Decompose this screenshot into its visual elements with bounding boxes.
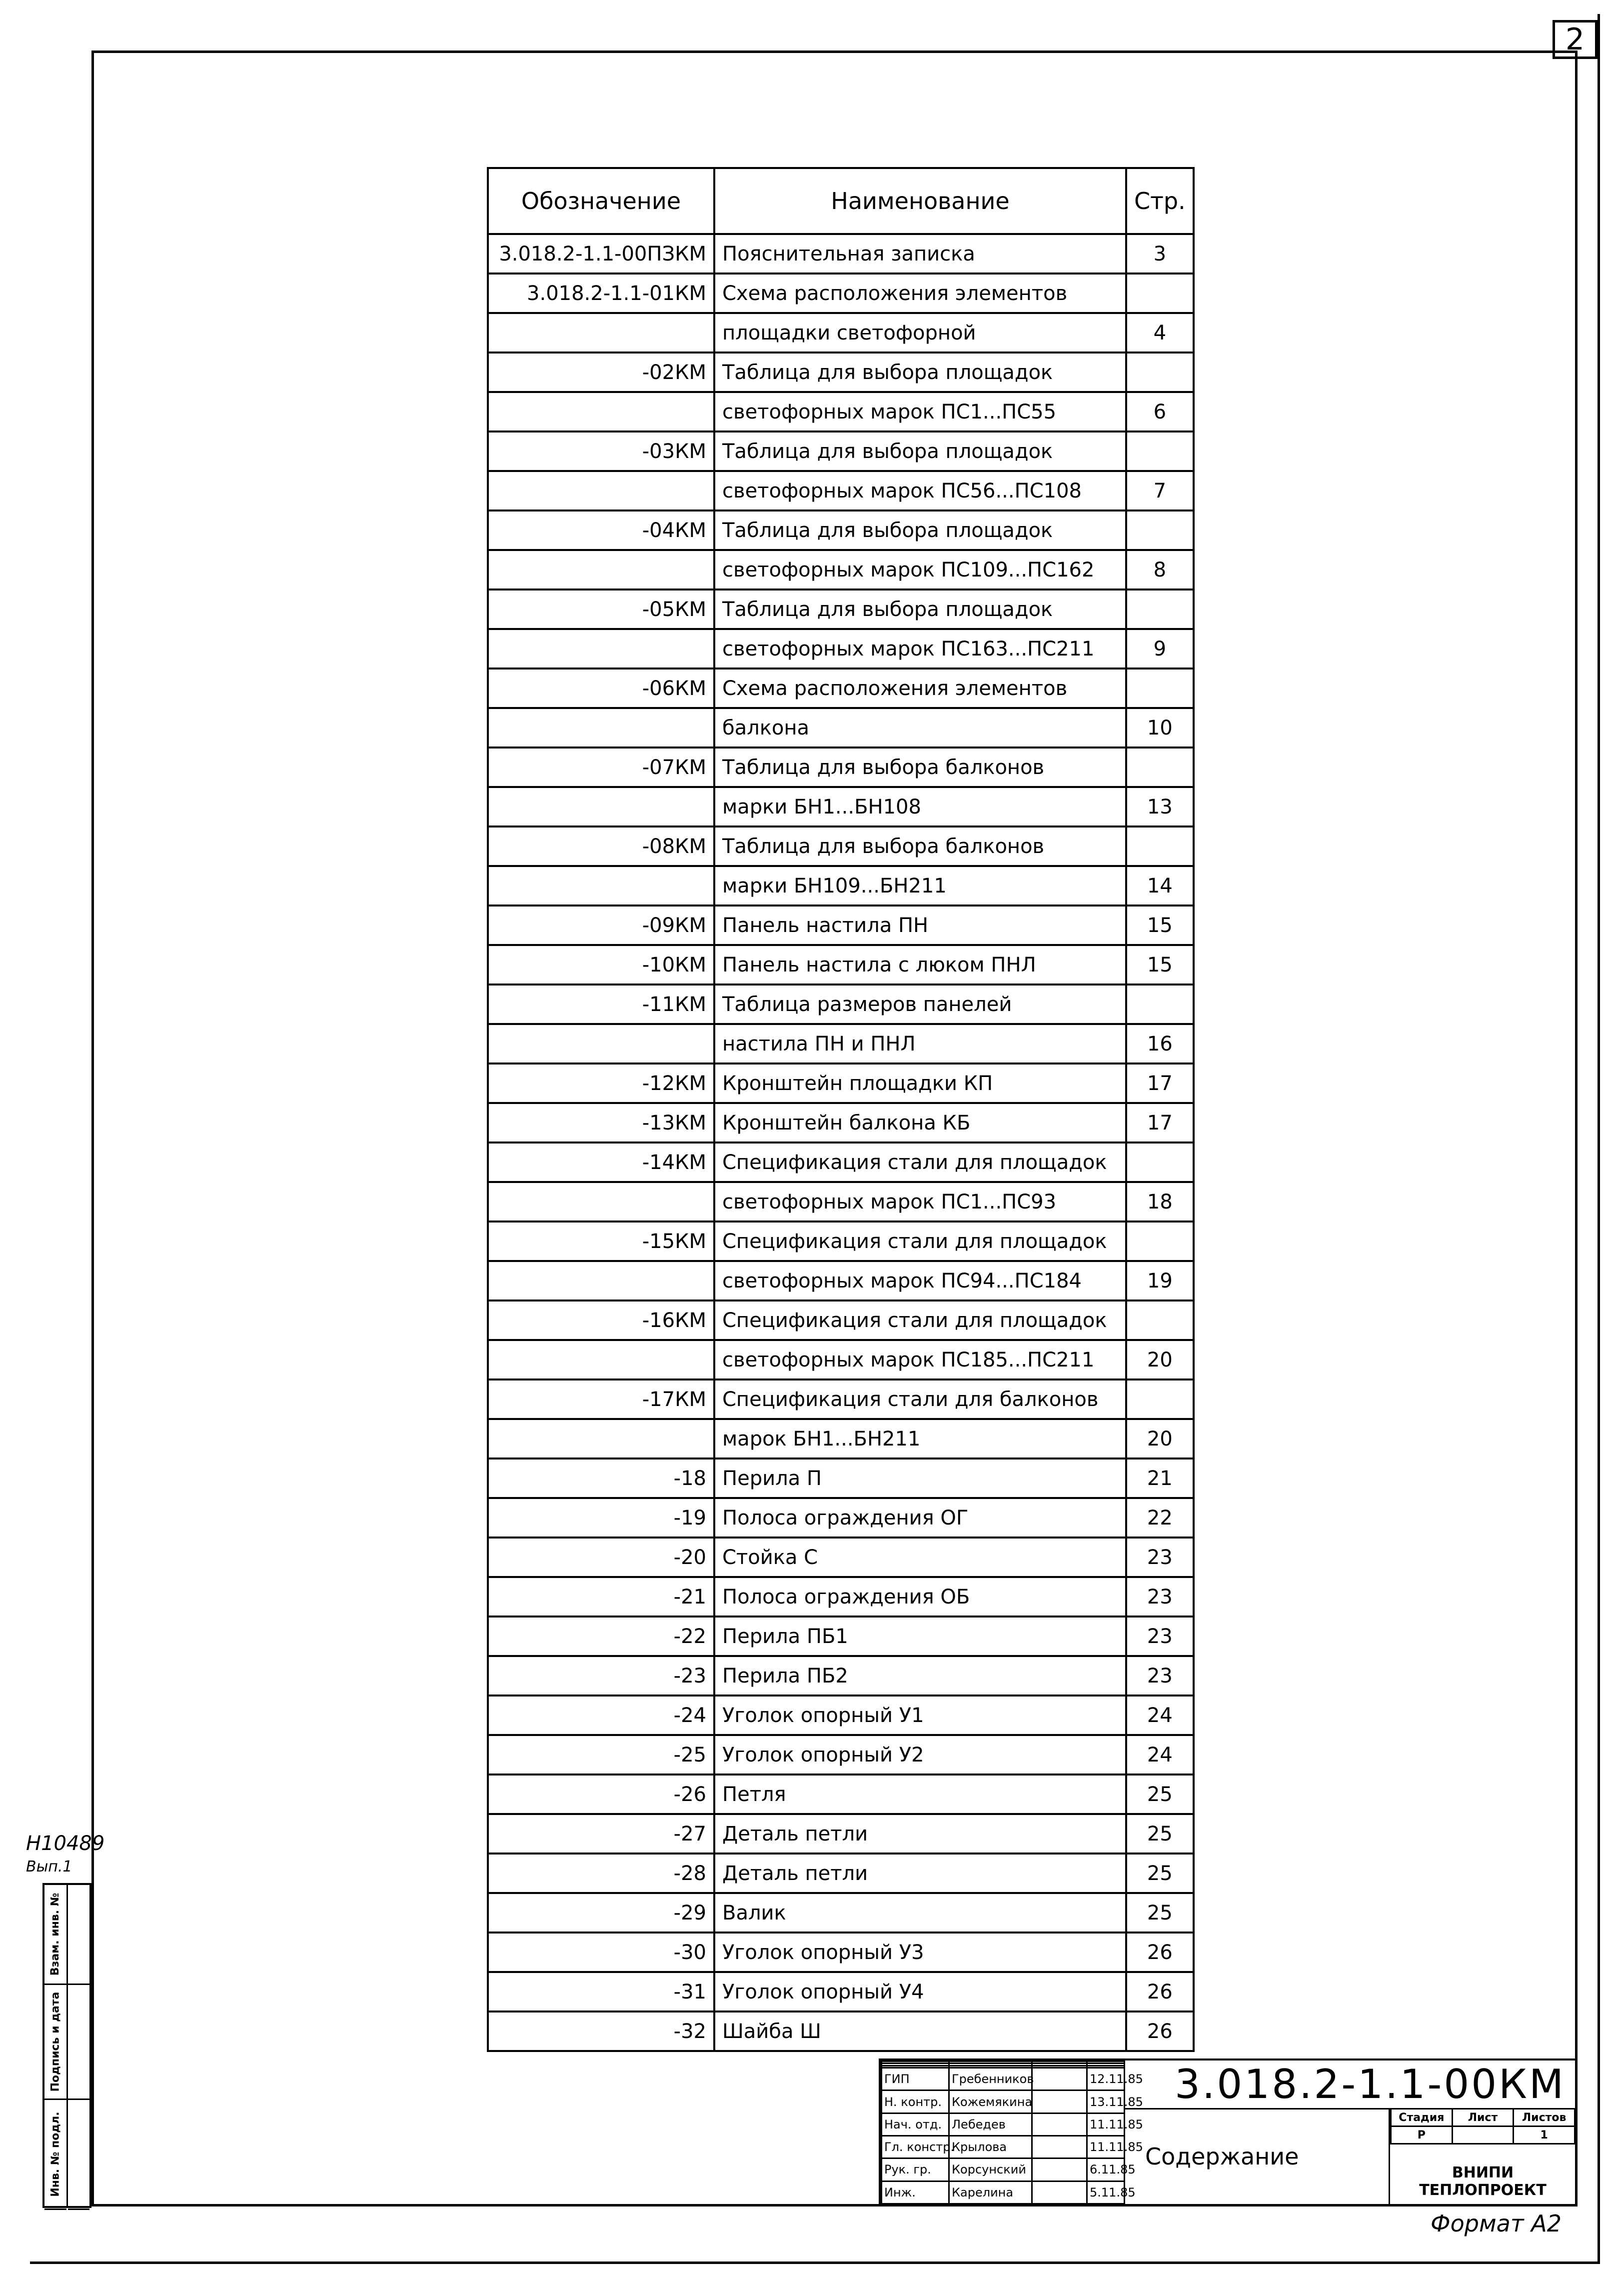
document-code: 3.018.2-1.1-00КМ bbox=[1124, 2060, 1576, 2110]
signature-role: ГИП bbox=[882, 2068, 949, 2090]
row-page: 26 bbox=[1126, 1932, 1194, 1972]
row-name: Деталь петли bbox=[714, 1854, 1126, 1893]
contents-row bbox=[488, 313, 1194, 352]
contents-row bbox=[488, 1932, 1194, 1972]
row-designation bbox=[488, 629, 714, 668]
row-designation bbox=[488, 866, 714, 906]
signature-date: 6.11.85 bbox=[1087, 2158, 1125, 2181]
row-page bbox=[1126, 510, 1194, 550]
strip-value-replacement bbox=[68, 1885, 90, 1985]
row-designation: -04КМ bbox=[488, 510, 714, 550]
row-page: 19 bbox=[1126, 1261, 1194, 1300]
row-designation bbox=[488, 787, 714, 826]
archive-labels bbox=[26, 1832, 104, 1876]
row-page bbox=[1126, 1380, 1194, 1419]
contents-row bbox=[488, 471, 1194, 510]
contents-row bbox=[488, 668, 1194, 708]
row-name: светофорных марок ПС185...ПС211 bbox=[714, 1340, 1126, 1380]
signature-role: Гл. констр. bbox=[882, 2136, 949, 2158]
row-designation: -05КМ bbox=[488, 590, 714, 629]
row-name: Полоса ограждения ОБ bbox=[714, 1577, 1126, 1616]
row-page bbox=[1126, 668, 1194, 708]
signature-row bbox=[882, 2113, 1125, 2136]
row-name: Пояснительная записка bbox=[714, 234, 1126, 274]
row-designation: -14КМ bbox=[488, 1142, 714, 1182]
row-name: площадки светофорной bbox=[714, 313, 1126, 352]
row-page: 23 bbox=[1126, 1538, 1194, 1577]
signature-row bbox=[882, 2136, 1125, 2158]
row-designation: -26 bbox=[488, 1774, 714, 1814]
row-page: 20 bbox=[1126, 1419, 1194, 1458]
signature-mark bbox=[1032, 2136, 1087, 2158]
row-designation bbox=[488, 1261, 714, 1300]
contents-row bbox=[488, 1735, 1194, 1774]
contents-row bbox=[488, 590, 1194, 629]
contents-row bbox=[488, 1064, 1194, 1103]
row-name: светофорных марок ПС1...ПС55 bbox=[714, 392, 1126, 432]
row-page bbox=[1126, 826, 1194, 866]
row-name: Таблица для выбора площадок bbox=[714, 510, 1126, 550]
row-name: балкона bbox=[714, 708, 1126, 748]
row-page: 25 bbox=[1126, 1774, 1194, 1814]
issue-number: Вып.1 bbox=[26, 1858, 72, 1876]
row-designation: -29 bbox=[488, 1893, 714, 1932]
row-designation: -07КМ bbox=[488, 748, 714, 787]
row-name: Петля bbox=[714, 1774, 1126, 1814]
contents-row bbox=[488, 866, 1194, 906]
contents-row bbox=[488, 1300, 1194, 1340]
contents-row bbox=[488, 1182, 1194, 1222]
inventory-number: Н10489 bbox=[26, 1832, 105, 1855]
contents-row bbox=[488, 1024, 1194, 1064]
row-page: 25 bbox=[1126, 1854, 1194, 1893]
row-designation bbox=[488, 313, 714, 352]
row-name: Уголок опорный У1 bbox=[714, 1696, 1126, 1735]
row-page: 18 bbox=[1126, 1182, 1194, 1222]
row-designation bbox=[488, 1024, 714, 1064]
row-designation: -16КМ bbox=[488, 1300, 714, 1340]
signature-mark bbox=[1032, 2113, 1087, 2136]
approval-strip bbox=[42, 1883, 91, 2208]
row-name: Схема расположения элементов bbox=[714, 668, 1126, 708]
signature-date: 11.11.85 bbox=[1087, 2113, 1125, 2136]
row-page bbox=[1126, 1142, 1194, 1182]
contents-row bbox=[488, 787, 1194, 826]
row-page: 16 bbox=[1126, 1024, 1194, 1064]
row-designation: -21 bbox=[488, 1577, 714, 1616]
organization-line-1: ВНИПИ bbox=[1452, 2164, 1514, 2182]
row-designation: -09КМ bbox=[488, 906, 714, 945]
sheet-value bbox=[1452, 2126, 1514, 2144]
row-name: Панель настила ПН bbox=[714, 906, 1126, 945]
row-name: светофорных марок ПС163...ПС211 bbox=[714, 629, 1126, 668]
stage-block bbox=[1389, 2108, 1576, 2204]
signature-date: 12.11.85 bbox=[1087, 2068, 1125, 2090]
row-page: 8 bbox=[1126, 550, 1194, 590]
signature-mark bbox=[1032, 2158, 1087, 2181]
row-page: 3 bbox=[1126, 234, 1194, 274]
row-name: Спецификация стали для балконов bbox=[714, 1380, 1126, 1419]
row-designation: -22 bbox=[488, 1616, 714, 1656]
row-name: светофорных марок ПС94...ПС184 bbox=[714, 1261, 1126, 1300]
signature-role: Инж. bbox=[882, 2181, 949, 2204]
strip-cell-inventory: Инв. № подл. bbox=[44, 2100, 66, 2210]
row-page: 4 bbox=[1126, 313, 1194, 352]
row-designation: -25 bbox=[488, 1735, 714, 1774]
row-name: Уголок опорный У4 bbox=[714, 1972, 1126, 2012]
contents-row bbox=[488, 432, 1194, 471]
row-page: 26 bbox=[1126, 1972, 1194, 2012]
row-page: 24 bbox=[1126, 1735, 1194, 1774]
row-designation: -30 bbox=[488, 1932, 714, 1972]
row-name: Таблица для выбора площадок bbox=[714, 432, 1126, 471]
row-page bbox=[1126, 748, 1194, 787]
row-name: Таблица размеров панелей bbox=[714, 984, 1126, 1024]
row-name: Таблица для выбора площадок bbox=[714, 590, 1126, 629]
approval-strip-labels bbox=[44, 1885, 66, 2206]
contents-row bbox=[488, 906, 1194, 945]
contents-row bbox=[488, 1577, 1194, 1616]
row-designation bbox=[488, 1182, 714, 1222]
row-page: 7 bbox=[1126, 471, 1194, 510]
contents-row bbox=[488, 1814, 1194, 1854]
signature-row bbox=[882, 2181, 1125, 2204]
row-page bbox=[1126, 1300, 1194, 1340]
row-designation: -02КМ bbox=[488, 352, 714, 392]
row-designation: -19 bbox=[488, 1498, 714, 1538]
row-designation: -18 bbox=[488, 1458, 714, 1498]
row-designation: -12КМ bbox=[488, 1064, 714, 1103]
row-page: 9 bbox=[1126, 629, 1194, 668]
row-page bbox=[1126, 352, 1194, 392]
row-page: 20 bbox=[1126, 1340, 1194, 1380]
strip-cell-signature: Подпись и дата bbox=[44, 1985, 66, 2100]
sheets-value: 1 bbox=[1514, 2126, 1575, 2144]
row-designation bbox=[488, 1419, 714, 1458]
contents-row bbox=[488, 510, 1194, 550]
row-name: Уголок опорный У3 bbox=[714, 1932, 1126, 1972]
row-designation bbox=[488, 708, 714, 748]
signature-row bbox=[882, 2068, 1125, 2090]
contents-row bbox=[488, 1142, 1194, 1182]
row-name: Стойка С bbox=[714, 1538, 1126, 1577]
contents-row bbox=[488, 826, 1194, 866]
row-name: Деталь петли bbox=[714, 1814, 1126, 1854]
row-page: 23 bbox=[1126, 1656, 1194, 1696]
row-page: 17 bbox=[1126, 1064, 1194, 1103]
signature-mark bbox=[1032, 2090, 1087, 2113]
stage-value: Р bbox=[1391, 2126, 1453, 2144]
contents-row bbox=[488, 550, 1194, 590]
row-designation: -20 bbox=[488, 1538, 714, 1577]
row-name: Перила ПБ2 bbox=[714, 1656, 1126, 1696]
signature-role: Рук. гр. bbox=[882, 2158, 949, 2181]
signature-block bbox=[881, 2060, 1143, 2204]
signature-date: 11.11.85 bbox=[1087, 2136, 1125, 2158]
row-page bbox=[1126, 274, 1194, 313]
contents-row bbox=[488, 1972, 1194, 2012]
row-designation: -11КМ bbox=[488, 984, 714, 1024]
row-name: Панель настила с люком ПНЛ bbox=[714, 945, 1126, 984]
row-page: 22 bbox=[1126, 1498, 1194, 1538]
strip-value-inventory bbox=[68, 2100, 90, 2210]
row-page: 25 bbox=[1126, 1814, 1194, 1854]
contents-row bbox=[488, 984, 1194, 1024]
stage-header: Стадия bbox=[1391, 2109, 1453, 2126]
contents-row bbox=[488, 1498, 1194, 1538]
row-name: Схема расположения элементов bbox=[714, 274, 1126, 313]
row-designation: -13КМ bbox=[488, 1103, 714, 1142]
signature-name: Корсунский bbox=[949, 2158, 1032, 2181]
row-designation: -28 bbox=[488, 1854, 714, 1893]
signature-name: Кожемякина bbox=[949, 2090, 1032, 2113]
contents-row bbox=[488, 1893, 1194, 1932]
contents-row bbox=[488, 1774, 1194, 1814]
contents-row bbox=[488, 1340, 1194, 1380]
row-page: 14 bbox=[1126, 866, 1194, 906]
contents-table bbox=[487, 167, 1195, 2052]
row-designation: -17КМ bbox=[488, 1380, 714, 1419]
row-designation: -32 bbox=[488, 2012, 714, 2051]
row-page: 15 bbox=[1126, 945, 1194, 984]
designation-header: Обозначение bbox=[488, 168, 714, 234]
row-name: Перила П bbox=[714, 1458, 1126, 1498]
format-label: Формат А2 bbox=[1431, 2210, 1562, 2237]
row-designation: -08КМ bbox=[488, 826, 714, 866]
row-page: 10 bbox=[1126, 708, 1194, 748]
contents-header-row bbox=[488, 168, 1194, 234]
contents-row bbox=[488, 748, 1194, 787]
row-designation: -23 bbox=[488, 1656, 714, 1696]
organization-line-2: ТЕПЛОПРОЕКТ bbox=[1419, 2181, 1547, 2199]
contents-row bbox=[488, 1854, 1194, 1893]
row-designation: -06КМ bbox=[488, 668, 714, 708]
row-name: Полоса ограждения ОГ bbox=[714, 1498, 1126, 1538]
contents-row bbox=[488, 1616, 1194, 1656]
row-name: Валик bbox=[714, 1893, 1126, 1932]
strip-value-signature bbox=[68, 1985, 90, 2100]
row-page bbox=[1126, 590, 1194, 629]
row-name: Таблица для выбора площадок bbox=[714, 352, 1126, 392]
row-page bbox=[1126, 1222, 1194, 1261]
row-page bbox=[1126, 432, 1194, 471]
row-name: марок БН1...БН211 bbox=[714, 1419, 1126, 1458]
signature-mark bbox=[1032, 2181, 1087, 2204]
row-designation: -03КМ bbox=[488, 432, 714, 471]
sheet-header: Лист bbox=[1452, 2109, 1514, 2126]
signature-mark bbox=[1032, 2068, 1087, 2090]
row-name: Таблица для выбора балконов bbox=[714, 748, 1126, 787]
row-name: светофорных марок ПС109...ПС162 bbox=[714, 550, 1126, 590]
signature-role: Нач. отд. bbox=[882, 2113, 949, 2136]
row-designation: -15КМ bbox=[488, 1222, 714, 1261]
signature-role: Н. контр. bbox=[882, 2090, 949, 2113]
row-name: светофорных марок ПС56...ПС108 bbox=[714, 471, 1126, 510]
strip-cell-replacement: Взам. инв. № bbox=[44, 1885, 66, 1985]
row-name: Спецификация стали для площадок bbox=[714, 1300, 1126, 1340]
title-block bbox=[879, 2058, 1578, 2206]
row-page: 15 bbox=[1126, 906, 1194, 945]
outer-border-bottom bbox=[30, 2262, 1600, 2264]
row-page: 24 bbox=[1126, 1696, 1194, 1735]
row-designation bbox=[488, 471, 714, 510]
row-designation: 3.018.2-1.1-00ПЗКМ bbox=[488, 234, 714, 274]
contents-row bbox=[488, 1103, 1194, 1142]
contents-row bbox=[488, 1222, 1194, 1261]
contents-row bbox=[488, 352, 1194, 392]
row-page: 26 bbox=[1126, 2012, 1194, 2051]
contents-row bbox=[488, 392, 1194, 432]
signature-name: Лебедев bbox=[949, 2113, 1032, 2136]
signature-name: Карелина bbox=[949, 2181, 1032, 2204]
signature-row bbox=[882, 2158, 1125, 2181]
row-name: Таблица для выбора балконов bbox=[714, 826, 1126, 866]
sheet-number: 2 bbox=[1553, 20, 1598, 59]
outer-border-right bbox=[1598, 14, 1600, 2264]
row-name: Спецификация стали для площадок bbox=[714, 1222, 1126, 1261]
contents-row bbox=[488, 1380, 1194, 1419]
name-header: Наименование bbox=[714, 168, 1126, 234]
signature-row bbox=[882, 2090, 1125, 2113]
contents-row bbox=[488, 629, 1194, 668]
contents-row bbox=[488, 1538, 1194, 1577]
contents-row bbox=[488, 1261, 1194, 1300]
contents-row bbox=[488, 234, 1194, 274]
row-page: 21 bbox=[1126, 1458, 1194, 1498]
row-page: 23 bbox=[1126, 1616, 1194, 1656]
page-header: Стр. bbox=[1126, 168, 1194, 234]
signature-date: 5.11.85 bbox=[1087, 2181, 1125, 2204]
row-name: Шайба Ш bbox=[714, 2012, 1126, 2051]
row-name: Кронштейн площадки КП bbox=[714, 1064, 1126, 1103]
contents-row bbox=[488, 1696, 1194, 1735]
row-designation: -31 bbox=[488, 1972, 714, 2012]
signature-date: 13.11.85 bbox=[1087, 2090, 1125, 2113]
signature-name: Гребенников bbox=[949, 2068, 1032, 2090]
row-name: Кронштейн балкона КБ bbox=[714, 1103, 1126, 1142]
contents-row bbox=[488, 708, 1194, 748]
row-designation bbox=[488, 1340, 714, 1380]
row-designation bbox=[488, 392, 714, 432]
row-designation: -24 bbox=[488, 1696, 714, 1735]
row-name: настила ПН и ПНЛ bbox=[714, 1024, 1126, 1064]
row-page: 23 bbox=[1126, 1577, 1194, 1616]
sheets-header: Листов bbox=[1514, 2109, 1575, 2126]
row-designation bbox=[488, 550, 714, 590]
row-name: марки БН109...БН211 bbox=[714, 866, 1126, 906]
document-title: Содержание bbox=[1124, 2108, 1281, 2204]
row-name: Уголок опорный У2 bbox=[714, 1735, 1126, 1774]
row-page: 6 bbox=[1126, 392, 1194, 432]
row-designation: -27 bbox=[488, 1814, 714, 1854]
row-name: Перила ПБ1 bbox=[714, 1616, 1126, 1656]
row-page: 13 bbox=[1126, 787, 1194, 826]
row-page bbox=[1126, 984, 1194, 1024]
contents-row bbox=[488, 1656, 1194, 1696]
contents-row bbox=[488, 1458, 1194, 1498]
approval-strip-values bbox=[66, 1885, 90, 2206]
row-page: 25 bbox=[1126, 1893, 1194, 1932]
row-name: марки БН1...БН108 bbox=[714, 787, 1126, 826]
row-name: Спецификация стали для площадок bbox=[714, 1142, 1126, 1182]
contents-row bbox=[488, 945, 1194, 984]
signature-name: Крылова bbox=[949, 2136, 1032, 2158]
row-designation: 3.018.2-1.1-01КМ bbox=[488, 274, 714, 313]
contents-row bbox=[488, 2012, 1194, 2051]
row-designation: -10КМ bbox=[488, 945, 714, 984]
row-page: 17 bbox=[1126, 1103, 1194, 1142]
contents-row bbox=[488, 1419, 1194, 1458]
contents-row bbox=[488, 274, 1194, 313]
organization bbox=[1390, 2158, 1576, 2204]
row-name: светофорных марок ПС1...ПС93 bbox=[714, 1182, 1126, 1222]
